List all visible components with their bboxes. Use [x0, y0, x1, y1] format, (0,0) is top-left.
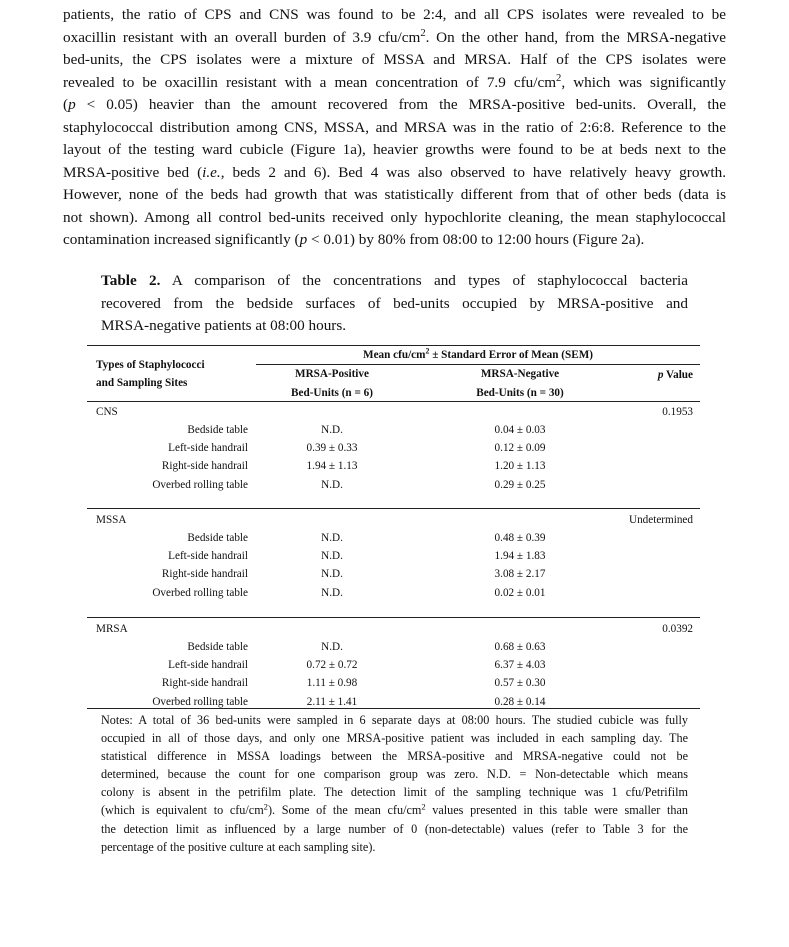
paragraph-line: not shown). Among all control bed-units received only hypochlorite cleaning, the mean staphylococcal — [63, 208, 726, 226]
positive-value: N.D. — [321, 532, 343, 544]
positive-value: N.D. — [321, 424, 343, 436]
negative-value: 1.20 ± 1.13 — [494, 460, 546, 473]
paragraph-line: bed-units, the CPS isolates were a mixture of MSSA and MRSA. Half of the CPS isolates were — [63, 51, 726, 68]
caption-text: A comparison of the concentrations and types of staphylococcal bacteria — [160, 272, 688, 289]
table-caption — [101, 270, 688, 338]
paragraph-line: However, none of the beds had growth that was statistically different from that of other beds (data is — [63, 186, 726, 203]
notes-line: occupied in all of those days, and only one MRSA-positive patient was included in each sampling day. The — [101, 731, 688, 746]
notes-line: Notes: A total of 36 bed-units were sampled in 6 separate days at 08:00 hours. The studied cubicle was fully — [101, 713, 688, 727]
positive-value: 1.94 ± 1.13 — [306, 460, 358, 473]
negative-value: 0.29 ± 0.25 — [494, 478, 546, 491]
positive-value: N.D. — [321, 641, 343, 653]
notes-line: the detection limit as influenced by a large number of 0 (non-detectable) values (refer to Table 3 for the — [101, 821, 688, 836]
header-sub-rule — [256, 364, 700, 365]
paragraph-line: layout of the testing ward cubicle (Figure 1a), heavier growths were found to be at beds next to the — [63, 141, 726, 158]
site-label: Overbed rolling table — [152, 695, 248, 708]
caption-text: recovered from the bedside surfaces of bed-units occupied by MRSA-positive and — [101, 294, 688, 312]
site-label: Left-side handrail — [168, 550, 248, 563]
group-name: CNS — [96, 406, 118, 418]
negative-value: 3.08 ± 2.17 — [494, 568, 546, 581]
header-positive: Bed-Units (n = 6) — [291, 387, 373, 399]
site-label: Bedside table — [187, 532, 248, 544]
negative-value: 0.68 ± 0.63 — [494, 641, 546, 653]
positive-value: N.D. — [321, 478, 343, 491]
group-p-value: 0.1953 — [662, 406, 693, 418]
header-mean: Mean cfu/$cm^2$ ± Standard Error of Mean (SEM) — [363, 346, 593, 361]
positive-value: 0.72 ± 0.72 — [306, 659, 358, 672]
paragraph-line: contamination increased significantly (p < 0.01) by 80% from 08:00 to 12:00 hours (Figure 2a). — [63, 231, 645, 248]
negative-value: 0.28 ± 0.14 — [494, 695, 546, 708]
group-p-value: 0.0392 — [662, 623, 693, 635]
negative-value: 0.57 ± 0.30 — [494, 677, 546, 690]
notes-line: statistical difference in MSSA loadings between the MRSA-positive and MRSA-negative could not be — [101, 749, 688, 764]
site-label: Left-side handrail — [168, 442, 248, 455]
group-name: MSSA — [96, 514, 127, 526]
site-label: Left-side handrail — [168, 659, 248, 672]
positive-value: 0.39 ± 0.33 — [306, 442, 358, 455]
notes-line: (which is equivalent to cfu/$cm^2$). Some of the mean cfu/$cm^2$ values presented in this table were smaller than — [101, 801, 688, 818]
negative-value: 0.04 ± 0.03 — [494, 424, 546, 436]
positive-value: N.D. — [321, 586, 343, 599]
paragraph-line: revealed to be oxacillin resistant with a mean concentration of 7.9 cfu/$cm^2$, which was significantly — [63, 72, 726, 91]
notes-line: percentage of the positive culture at each sampling site). — [101, 839, 376, 854]
header-p-value: p Value — [657, 369, 693, 381]
table-top-rule — [87, 345, 700, 346]
positive-value: N.D. — [321, 568, 343, 581]
header-negative: MRSA-Negative — [480, 368, 560, 380]
site-label: Bedside table — [187, 641, 248, 653]
paragraph-line: (p < 0.05) heavier than the amount recovered from the MRSA-positive bed-units. Overall, the — [63, 96, 726, 113]
paragraph-line: staphylococcal distribution among CNS, MSSA, and MRSA was in the ratio of 2:6:8. Reference to the — [63, 118, 726, 136]
paragraph-line: MRSA-positive bed (i.e., beds 2 and 6). Bed 4 was also observed to have relatively heavy growth. — [63, 163, 726, 181]
site-label: Overbed rolling table — [152, 478, 248, 491]
site-label: Right-side handrail — [161, 677, 248, 690]
positive-value: N.D. — [321, 550, 343, 563]
site-label: Right-side handrail — [161, 568, 248, 581]
negative-value: 0.02 ± 0.01 — [494, 586, 546, 599]
group-divider — [87, 617, 700, 618]
negative-value: 1.94 ± 1.83 — [494, 550, 546, 563]
group-divider — [87, 508, 700, 509]
notes-line: determined, because the count for one comparison group was zero. N.D. = Non-detectable which means — [101, 767, 688, 782]
header-positive: MRSA-Positive — [295, 368, 369, 380]
group-name: MRSA — [96, 623, 128, 635]
header-bottom-rule — [87, 401, 700, 402]
negative-value: 0.48 ± 0.39 — [494, 532, 546, 544]
site-label: Bedside table — [187, 424, 248, 436]
negative-value: 6.37 ± 4.03 — [494, 659, 546, 672]
header-types: and Sampling Sites — [96, 377, 188, 389]
positive-value: 2.11 ± 1.41 — [306, 695, 358, 708]
header-negative: Bed-Units (n = 30) — [476, 387, 564, 399]
paragraph-line: oxacillin resistant with an overall burden of 3.9 cfu/$cm^2$. On the other hand, from the MRSA-negative — [63, 27, 726, 46]
negative-value: 0.12 ± 0.09 — [494, 442, 546, 455]
site-label: Right-side handrail — [161, 460, 248, 473]
positive-value: 1.11 ± 0.98 — [306, 677, 358, 690]
table-label: Table 2. — [101, 272, 161, 289]
table-notes — [101, 711, 688, 856]
notes-line: colony is absent in the petrifilm plate. The detection limit of the sampling technique was 1 cfu/Petrifilm — [101, 785, 688, 800]
header-types: Types of Staphylococci — [96, 359, 205, 371]
paragraph-line: patients, the ratio of CPS and CNS was found to be 2:4, and all CPS isolates were revealed to be — [63, 6, 726, 23]
group-p-value: Undetermined — [629, 514, 693, 526]
body-paragraph — [63, 4, 726, 252]
caption-text: MRSA-negative patients at 08:00 hours. — [101, 317, 347, 334]
site-label: Overbed rolling table — [152, 586, 248, 599]
